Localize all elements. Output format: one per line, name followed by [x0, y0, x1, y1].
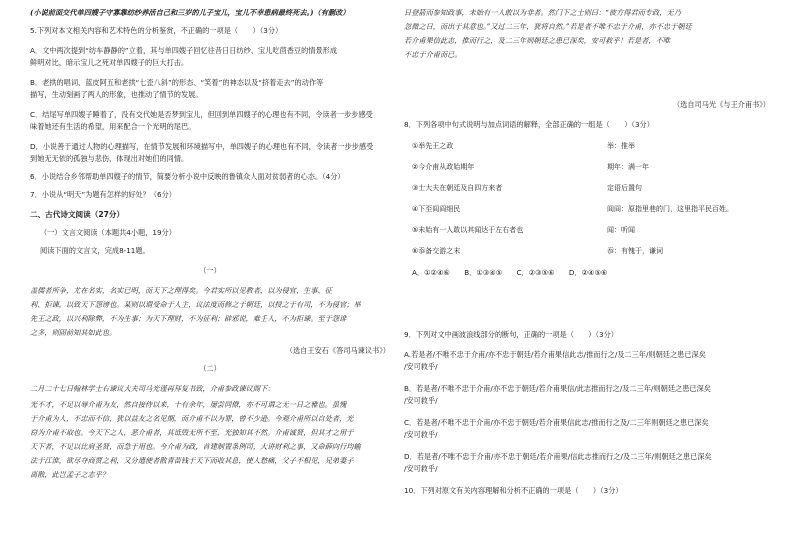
passage-1-source: （选自王安石《答司马谏议书》） — [285, 346, 390, 355]
q8-explanation: 举：推举 — [607, 142, 635, 150]
passage-2-line: 离散，此岂孟子之志乎？ — [30, 470, 110, 479]
story-note: (小说前面交代单四嫂子守寡靠纺纱养活自己和三岁的儿子宝儿，宝儿不幸患病最终死去。)（有删改） — [30, 8, 350, 17]
right-column — [404, 0, 770, 560]
passage-2-line: 光不才，不足以辱介甫为友，然自接侍以来，十有余年，屡尝同僚，亦不可谓之无一日之雅也。虽愧 — [30, 400, 347, 409]
q8-explanation: 闾阎：原指里巷的门，这里指平民百姓。 — [607, 205, 733, 213]
passage-2-line: 于介甫为人，不忠而不信，犹以益友之名见期，而介甫不以为罪，曾不少逊。今观介甫所以自处者，光 — [30, 414, 354, 423]
q5-option-b-line2: 描写，生动刻画了两人的形象，也推动了情节的发展。 — [30, 90, 203, 99]
q8-sentence: ②今介甫从政始期年 — [412, 163, 475, 171]
q8-explanation: 定语后置句 — [607, 184, 642, 192]
q8-choices: A．①②④⑥ B．①③④⑤ C．②③⑤⑥ D．②④⑤⑥ — [412, 268, 608, 277]
q8-sentence: ⑤未始有一人敢以其闻达于左右者也 — [412, 226, 524, 234]
passage-2-cont-line: 日登箭而参知政事，未始有一人敢以为非者。然门下之士则曰：“彼方得君而专政，无乃 — [404, 8, 681, 17]
passage-2-line: 天下者，不足以比肩圣贤，而急于用也。今介甫为政，首建制置条例司，大讲财利之事，又命薛向行均输 — [30, 442, 361, 451]
passage-1-line: 先王之政，以兴利除弊，不为生事；为天下理财，不为征利；辟邪说，难壬人，不为拒谏。至于怨诽 — [30, 314, 347, 323]
q8-sentence: ④下至闾阎细民 — [412, 205, 461, 213]
q7-stem: 7．小说从“明天”为题有怎样的好处？（6分） — [30, 190, 176, 199]
q9-option-d-line1: D．若是者/不唯不忠于介甫/亦不忠于朝廷/若介甫果/信此志推而行之/及二三年/则朝廷之患已深矣 — [404, 452, 712, 461]
q9-option-b-line2: /安可救乎/ — [404, 396, 438, 405]
q9-option-d-line2: /安可救乎/ — [404, 464, 438, 473]
q5-option-a-line1: A．文中两次提到“纺车静静的”立着，其与单四嫂子回忆往昔日日纺纱、宝儿吃茴香豆的情景形成 — [30, 46, 338, 55]
passage-2-cont-line: 若介甫果信此志，推而行之，及二三年则朝廷之患已深矣，安可救乎！若是者，不唯 — [404, 36, 670, 45]
q5-option-c-line1: C．结尾写单四嫂子睡着了，没有交代她是否梦到宝儿，但回到单四嫂子的心理也有不同，令读者一步步感受 — [30, 110, 373, 119]
passage-2-line: 法于江淮，欲尽夺商贾之利，又分遣使者散青苗钱于天下而收其息，使人愁痛，父子不相见，兄弟妻子 — [30, 456, 354, 465]
passage-1-mark: （一） — [199, 266, 221, 275]
passage-2-source: （选自司马光《与王介甫书》） — [672, 100, 770, 109]
q5-option-c-line2: 味着她还有生活的希望，用来配合一个光明的尾巴。 — [30, 122, 196, 131]
q5-option-d-line2: 到她无无依的孤独与悲伤，体现出对她们的同情。 — [30, 154, 189, 163]
q9-option-b-line1: B．若是者/不唯不忠于介甫/亦不忠于朝廷/若介甫果信/此志推而行之/及二三年/则朝廷之患已深矣 — [404, 384, 711, 393]
reading-instruction: 阅读下面的文言文，完成8-11题。 — [40, 246, 150, 255]
q8-sentence: ③士大夫在朝廷及自四方来者 — [412, 184, 503, 192]
q5-stem: 5.下列对本文相关内容和艺术特色的分析鉴赏，不正确的一项是（ ）（3分） — [30, 26, 283, 35]
passage-1-line: 之多，则固前知其如此也。 — [30, 328, 117, 337]
left-column — [30, 0, 390, 560]
q9-option-c-line1: C．若是者/不唯不忠于介甫/亦不忠于朝廷/若介甫果信此志/推而行之及/二三年则朝廷之患已深矣 — [404, 418, 709, 427]
passage-1-line: 利、拒谏，以致天下怨谤也。某则以谓受命于人主，议法度而修之于朝廷，以授之于有司，不为侵官；举 — [30, 300, 361, 309]
q8-stem: 8．下列各项中句式说明与加点词语的解释，全部正确的一组是（ ）（3分） — [404, 120, 654, 129]
q8-explanation: 闻：听闻 — [607, 226, 635, 234]
q8-explanation: 忝：有愧于，谦词 — [607, 247, 663, 255]
q8-sentence: ⑥忝备交游之末 — [412, 247, 461, 255]
section-2-heading: 二、古代诗文阅读（27分） — [30, 210, 125, 219]
passage-2-line: 窃为介甫不取也。今天下之人，恶介甫者，其诋毁无所不至，光独知其不然。介甫诚贤，但其才之用于 — [30, 428, 354, 437]
q5-option-a-line2: 鲜明对比，暗示宝儿之死对单四嫂子的巨大打击。 — [30, 58, 189, 67]
q9-stem: 9．下列对文中画波浪线部分的断句，正确的一项是（ ）（3分） — [404, 330, 618, 339]
q9-option-a-line2: /安可救乎/ — [404, 362, 438, 371]
passage-1-line: 盖儒者所争，尤在名实，名实已明，而天下之理得矣。今君实所以见教者，以为侵官、生事、征 — [30, 286, 332, 295]
passage-2-cont-line: 不忠于介甫而已。 — [404, 50, 462, 59]
q6-stem: 6．小说结合乡邻帮助单四嫂子的情节，简要分析小说中反映的鲁镇众人面对贫弱者的心态。（4分） — [30, 172, 345, 181]
q9-option-c-line2: /安可救乎/ — [404, 430, 438, 439]
passage-2-mark: （二） — [199, 364, 221, 373]
subsection-1-heading: （一）文言文阅读（本题共4小题，19分） — [40, 228, 176, 237]
q8-sentence: ①举先王之政 — [412, 142, 454, 150]
passage-2-line: 二月二十七日翰林学士右谏议大夫司马光谨再拜复书致，介甫参政谏议阁下： — [30, 384, 275, 393]
q8-explanation: 期年：满一年 — [607, 163, 649, 171]
q5-option-b-line1: B．老拱的唱词、蓝皮阿五和老拱“七歪八斜”的形态、“笑着”的神态以及“挤着走去”的动作等 — [30, 78, 324, 87]
passage-2-cont-line: 忽微之日，而出于其意也。”又过二三年，犹将自然。”若是者不唯不忠于介甫，亦不忠于朝廷 — [404, 22, 692, 31]
q10-stem: 10．下列对原文有关内容理解和分析不正确的一项是（ ）（3分） — [404, 486, 623, 495]
q5-option-d-line1: D．小说善于通过人物的心理描写，在情节发展和环境描写中，单四嫂子的心理也有不同，令读者一步步感受 — [30, 142, 374, 151]
q9-option-a-line1: A.若是者/不唯不忠于介甫/亦不忠于朝廷/若介甫果信此志/推而行之/及二三年/则朝廷之患已深矣 — [404, 350, 706, 359]
